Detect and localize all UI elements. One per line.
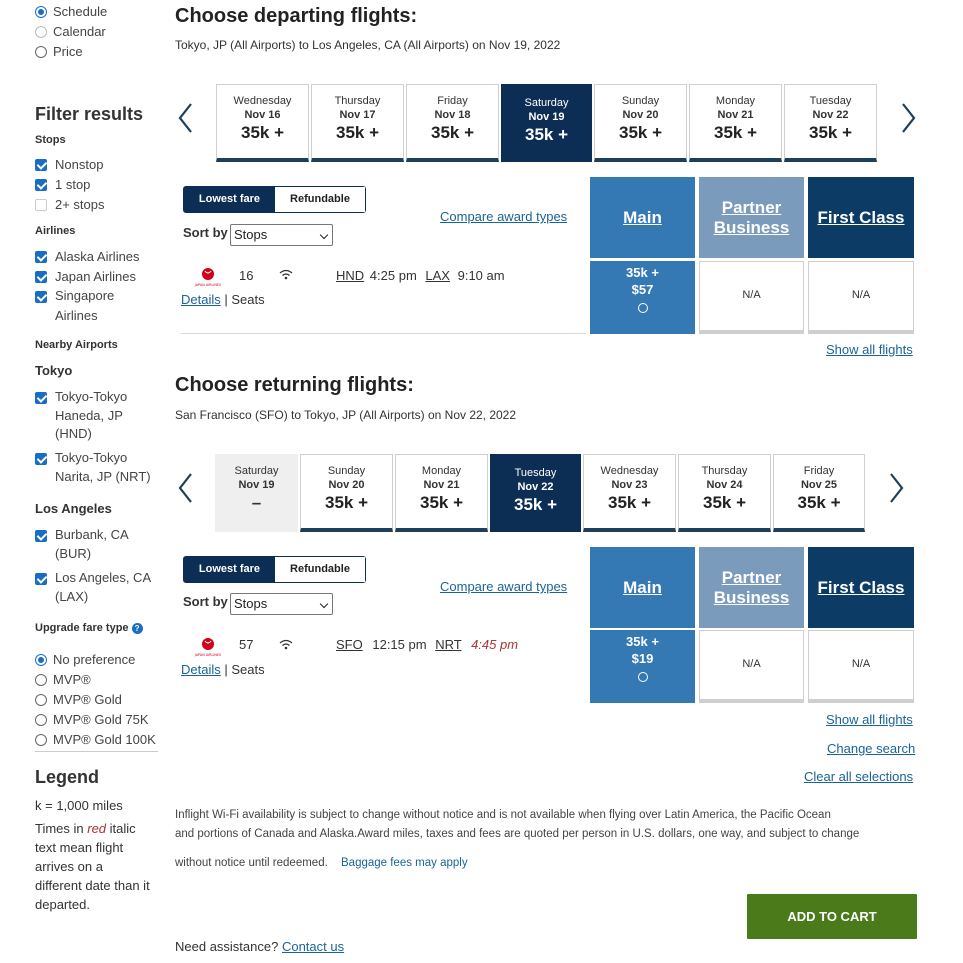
date-price: 35k + <box>513 495 557 514</box>
first-class-fare-cell: N/A <box>808 630 914 703</box>
date-price: – <box>251 493 262 512</box>
add-to-cart-button[interactable]: ADD TO CART <box>747 894 917 939</box>
legend-note-text: departed. <box>35 897 90 912</box>
flight-number: 16 <box>239 268 254 283</box>
airport-line: Haneda, JP <box>55 407 123 423</box>
departing-next-arrow-icon[interactable] <box>896 98 920 138</box>
returning-show-all-flights-link[interactable]: Show all flights <box>826 712 913 727</box>
date-date: Nov 25 <box>800 479 838 491</box>
radio-icon[interactable] <box>35 734 47 746</box>
legend-note-text: different date than it <box>35 878 150 893</box>
upgrade-mvp-radio[interactable] <box>35 672 91 687</box>
date-day: Thursday <box>701 465 748 477</box>
date-date: Nov 18 <box>434 109 471 121</box>
checkbox-label <box>55 388 127 444</box>
checkbox-checked-icon[interactable] <box>35 291 47 303</box>
date-price: 35k + <box>324 493 368 512</box>
fare-select-radio-icon[interactable] <box>638 303 648 313</box>
date-date: Nov 21 <box>423 479 460 491</box>
legend-k: k = 1,000 miles <box>35 798 123 813</box>
date-day: Sunday <box>621 95 660 107</box>
date-date: Nov 19 <box>528 111 565 123</box>
date-price: 35k + <box>808 123 852 142</box>
radio-selected-icon[interactable] <box>35 654 47 666</box>
date-date: Nov 21 <box>717 109 754 121</box>
departing-title: Choose departing flights: <box>175 5 418 27</box>
date-date: Nov 22 <box>812 109 849 121</box>
stops-heading: Stops <box>35 134 66 146</box>
date-date: Nov 17 <box>339 109 376 121</box>
sidebar <box>0 0 170 963</box>
date-price: 35k + <box>524 125 568 144</box>
compare-award-types-link[interactable]: Compare award types <box>440 209 568 224</box>
main-fare-taxes: $19 <box>631 651 654 666</box>
chevron-down-icon <box>320 600 328 608</box>
cabin-partner-business-header[interactable]: Partner Business <box>699 177 804 258</box>
departing-fare-toggle <box>183 186 366 213</box>
contact-us-link[interactable]: Contact us <box>281 939 345 954</box>
returning-fare-toggle <box>183 556 366 583</box>
radio-label: MVP® <box>53 672 91 687</box>
date-price: 35k + <box>702 493 746 512</box>
flight-links: Details | Seats <box>181 292 265 307</box>
view-option-label: Schedule <box>53 4 108 19</box>
jal-logo-text: JAPAN AIRLINES <box>194 653 222 657</box>
upgrade-no-preference-radio[interactable] <box>35 652 135 667</box>
sort-by-value: Stops <box>234 227 268 242</box>
disclaimer <box>175 806 915 873</box>
checkbox-checked-icon[interactable] <box>35 271 47 283</box>
checkbox-checked-icon[interactable] <box>35 573 47 585</box>
destination-airport-code[interactable]: NRT <box>435 637 462 652</box>
view-option-calendar[interactable] <box>35 24 106 39</box>
disclaimer-line <box>175 854 915 873</box>
row-divider <box>181 333 586 334</box>
departing-show-all-flights-link[interactable]: Show all flights <box>826 342 913 357</box>
partner-business-fare-cell: N/A <box>699 630 804 703</box>
first-class-fare-cell: N/A <box>808 261 914 334</box>
airport-bur-checkbox[interactable] <box>35 528 129 563</box>
date-price: 35k + <box>607 493 651 512</box>
main-fare-cell[interactable] <box>590 630 695 703</box>
airport-line: Tokyo-Tokyo <box>55 389 128 404</box>
checkbox-icon[interactable] <box>35 199 47 211</box>
airline-singapore-checkbox[interactable] <box>35 289 114 326</box>
jal-logo-icon <box>194 636 222 663</box>
need-assistance <box>175 939 344 954</box>
radio-icon[interactable] <box>35 46 47 58</box>
date-day: Monday <box>421 465 462 477</box>
date-day: Friday <box>437 95 468 107</box>
chevron-down-icon <box>320 231 328 239</box>
flight-links: Details | Seats <box>181 662 265 677</box>
disclaimer-line: and portions of Canada and Alaska.Award miles, taxes and fees are quoted per person in U.S. dollars, one way, and subject to change <box>175 828 860 840</box>
wifi-icon <box>279 638 293 656</box>
airport-line: Burbank, CA <box>55 527 129 542</box>
departing-date-tile[interactable] <box>311 84 404 162</box>
date-date: Nov 23 <box>611 479 648 491</box>
departing-date-tile[interactable] <box>406 84 499 162</box>
radio-label: MVP® Gold 100K <box>53 732 156 747</box>
baggage-fees-link[interactable]: Baggage fees may apply <box>341 857 468 869</box>
date-day: Tuesday <box>514 467 557 479</box>
airline-alaska-checkbox[interactable] <box>35 249 140 264</box>
returning-date-strip <box>215 454 867 532</box>
cabin-partner-business-header[interactable]: Partner Business <box>699 547 804 628</box>
jal-logo-text: JAPAN AIRLINES <box>194 283 222 287</box>
wifi-icon <box>279 268 293 286</box>
returning-subtitle: San Francisco (SFO) to Tokyo, JP (All Airports) on Nov 22, 2022 <box>175 408 517 422</box>
radio-icon[interactable] <box>35 674 47 686</box>
sort-by-value: Stops <box>234 596 268 611</box>
departure-time: 4:25 pm <box>369 268 417 283</box>
airport-line: Tokyo-Tokyo <box>55 450 128 465</box>
checkbox-label: Nonstop <box>55 157 104 172</box>
view-option-schedule[interactable] <box>35 4 107 19</box>
date-price: 35k + <box>430 123 474 142</box>
lowest-fare-tab[interactable]: Lowest fare <box>184 187 275 212</box>
date-day: Tuesday <box>809 95 852 107</box>
returning-prev-arrow-icon[interactable] <box>174 468 198 508</box>
view-option-label: Price <box>53 44 83 59</box>
returning-next-arrow-icon[interactable] <box>884 468 908 508</box>
upgrade-mvp-gold-100k-radio[interactable] <box>35 732 156 747</box>
checkbox-label: Alaska Airlines <box>55 249 140 264</box>
returning-date-tile-unavailable <box>215 454 298 532</box>
departing-date-tile[interactable] <box>784 84 877 162</box>
returning-title: Choose returning flights: <box>175 374 414 396</box>
upgrade-fare-label: Upgrade fare type <box>35 622 129 634</box>
filter-results-title: Filter results <box>35 104 144 124</box>
sort-by-label: Sort by <box>183 594 228 609</box>
cabin-main-header[interactable]: Main <box>590 177 695 258</box>
upgrade-mvp-gold-75k-radio[interactable] <box>35 712 149 727</box>
upgrade-fare-heading <box>35 622 143 634</box>
nearby-airports-heading: Nearby Airports <box>35 339 118 351</box>
radio-icon[interactable] <box>35 694 47 706</box>
radio-icon[interactable] <box>35 26 47 38</box>
seats-link[interactable]: Seats <box>231 292 265 307</box>
arrival-time: 9:10 am <box>457 268 505 283</box>
airport-line: Los Angeles, CA <box>55 570 152 585</box>
checkbox-label <box>55 569 151 606</box>
checkbox-label: 1 stop <box>55 177 91 192</box>
stops-2plus-checkbox[interactable] <box>35 197 105 212</box>
upgrade-mvp-gold-radio[interactable] <box>35 692 122 707</box>
cabin-first-class-header[interactable]: First Class <box>808 547 914 628</box>
date-day: Saturday <box>234 465 279 477</box>
airport-line: (HND) <box>55 426 92 441</box>
date-price: 35k + <box>240 123 284 142</box>
departing-date-tile[interactable] <box>594 84 687 162</box>
sort-by-select[interactable] <box>230 593 333 615</box>
checkbox-checked-icon[interactable] <box>35 159 47 171</box>
airport-line: Narita, JP (NRT) <box>55 468 151 484</box>
legend-title: Legend <box>35 767 100 787</box>
disclaimer-line: Inflight Wi-Fi availability is subject to change without notice and is not available when flying over Latin America, the Pacific Ocean <box>175 809 831 821</box>
checkbox-label: 2+ stops <box>55 197 105 212</box>
fare-select-radio-icon[interactable] <box>638 672 648 682</box>
radio-label: MVP® Gold 75K <box>53 712 149 727</box>
tokyo-heading: Tokyo <box>35 363 73 378</box>
airport-lax-checkbox[interactable] <box>35 571 151 606</box>
date-day: Wednesday <box>600 465 659 477</box>
sort-by-select[interactable] <box>230 224 333 246</box>
main-fare-taxes: $57 <box>631 282 654 297</box>
disclaimer-text: without notice until redeemed. <box>175 857 328 869</box>
date-date: Nov 20 <box>328 479 365 491</box>
flight-route <box>336 268 505 283</box>
airlines-heading: Airlines <box>35 225 76 237</box>
airline-name-line2: Airlines <box>55 308 98 323</box>
los-angeles-heading: Los Angeles <box>35 501 112 516</box>
origin-airport-code[interactable]: HND <box>336 268 365 283</box>
returning-date-tile[interactable] <box>678 454 771 532</box>
sort-by-label: Sort by <box>183 225 228 240</box>
departing-prev-arrow-icon[interactable] <box>174 98 198 138</box>
info-icon[interactable]: ? <box>132 623 143 634</box>
radio-icon[interactable] <box>35 714 47 726</box>
arrival-time-next-day: 4:45 pm <box>471 637 519 652</box>
checkbox-checked-icon[interactable] <box>35 251 47 263</box>
legend-note-text: arrives on a <box>35 859 103 874</box>
checkbox-label <box>55 526 129 563</box>
returning-date-tile[interactable] <box>773 454 865 532</box>
partner-business-fare-cell: N/A <box>699 261 804 334</box>
returning-date-tile[interactable] <box>583 454 676 532</box>
clear-all-selections-link[interactable]: Clear all selections <box>804 769 914 784</box>
date-price: 35k + <box>713 123 757 142</box>
details-link[interactable]: Details <box>181 292 221 307</box>
main-fare-miles: 35k + <box>626 265 659 280</box>
checkbox-label: Japan Airlines <box>55 269 136 284</box>
airport-line: (LAX) <box>55 588 89 604</box>
returning-date-tile-selected[interactable] <box>490 454 581 532</box>
origin-airport-code[interactable]: SFO <box>336 637 363 652</box>
seats-link[interactable]: Seats <box>231 662 265 677</box>
airport-hnd-checkbox[interactable] <box>35 390 127 444</box>
date-date: Nov 16 <box>244 109 281 121</box>
date-day: Wednesday <box>233 95 292 107</box>
returning-date-tile[interactable] <box>395 454 488 532</box>
date-price: 35k + <box>335 123 379 142</box>
date-day: Friday <box>803 465 835 477</box>
view-option-label: Calendar <box>53 24 106 39</box>
checkbox-checked-icon[interactable] <box>35 530 47 542</box>
radio-label: No preference <box>53 652 136 667</box>
returning-date-tile[interactable] <box>300 454 393 532</box>
legend-note-text: text mean flight <box>35 840 124 855</box>
legend-note-text: Times in <box>35 821 88 836</box>
date-price: 35k + <box>419 493 463 512</box>
flight-route <box>336 637 518 652</box>
radio-selected-icon[interactable] <box>35 6 47 18</box>
date-day: Saturday <box>524 97 569 109</box>
legend-red-word: red <box>87 821 107 836</box>
checkbox-label <box>55 449 151 486</box>
airport-nrt-checkbox[interactable] <box>35 451 151 486</box>
legend-note <box>35 819 170 914</box>
stops-nonstop-checkbox[interactable] <box>35 157 103 172</box>
date-date: Nov 20 <box>622 109 659 121</box>
airline-jal-checkbox[interactable] <box>35 269 136 284</box>
destination-airport-code[interactable]: LAX <box>425 268 450 283</box>
departing-date-tile[interactable] <box>216 84 309 162</box>
refundable-tab[interactable]: Refundable <box>275 557 365 582</box>
date-day: Thursday <box>334 95 381 107</box>
details-link[interactable]: Details <box>181 662 221 677</box>
cabin-main-header[interactable]: Main <box>590 547 695 628</box>
main-fare-miles: 35k + <box>626 634 659 649</box>
checkbox-label <box>55 286 114 326</box>
departing-date-strip <box>216 84 879 162</box>
airline-name-line1: Singapore <box>55 288 115 303</box>
radio-label: MVP® Gold <box>53 692 122 707</box>
airport-line: (BUR) <box>55 545 92 561</box>
date-date: Nov 22 <box>517 481 554 493</box>
date-date: Nov 19 <box>238 479 275 491</box>
date-day: Monday <box>715 95 756 107</box>
checkbox-checked-icon[interactable] <box>35 392 47 404</box>
compare-award-types-link[interactable]: Compare award types <box>440 579 568 594</box>
cabin-first-class-header[interactable]: First Class <box>808 177 914 258</box>
jal-logo-icon <box>194 266 222 293</box>
change-search-link[interactable]: Change search <box>827 741 916 756</box>
checkbox-checked-icon[interactable] <box>35 453 47 465</box>
lowest-fare-tab[interactable]: Lowest fare <box>184 557 275 582</box>
departing-date-tile[interactable] <box>689 84 782 162</box>
checkbox-checked-icon[interactable] <box>35 179 47 191</box>
date-price: 35k + <box>797 493 841 512</box>
departure-time: 12:15 pm <box>372 637 427 652</box>
assistance-text: Need assistance? <box>175 939 282 954</box>
date-price: 35k + <box>618 123 662 142</box>
legend-note-text: italic <box>106 821 136 836</box>
sidebar-divider <box>35 751 158 752</box>
date-date: Nov 24 <box>706 479 743 491</box>
departing-date-tile-selected[interactable] <box>501 84 592 162</box>
departing-subtitle: Tokyo, JP (All Airports) to Los Angeles, CA (All Airports) on Nov 19, 2022 <box>175 38 561 52</box>
main-fare-cell[interactable] <box>590 261 695 334</box>
refundable-tab[interactable]: Refundable <box>275 187 365 212</box>
stops-1stop-checkbox[interactable] <box>35 177 90 192</box>
date-day: Sunday <box>327 465 366 477</box>
view-option-price[interactable] <box>35 44 83 59</box>
flight-number: 57 <box>239 637 254 652</box>
